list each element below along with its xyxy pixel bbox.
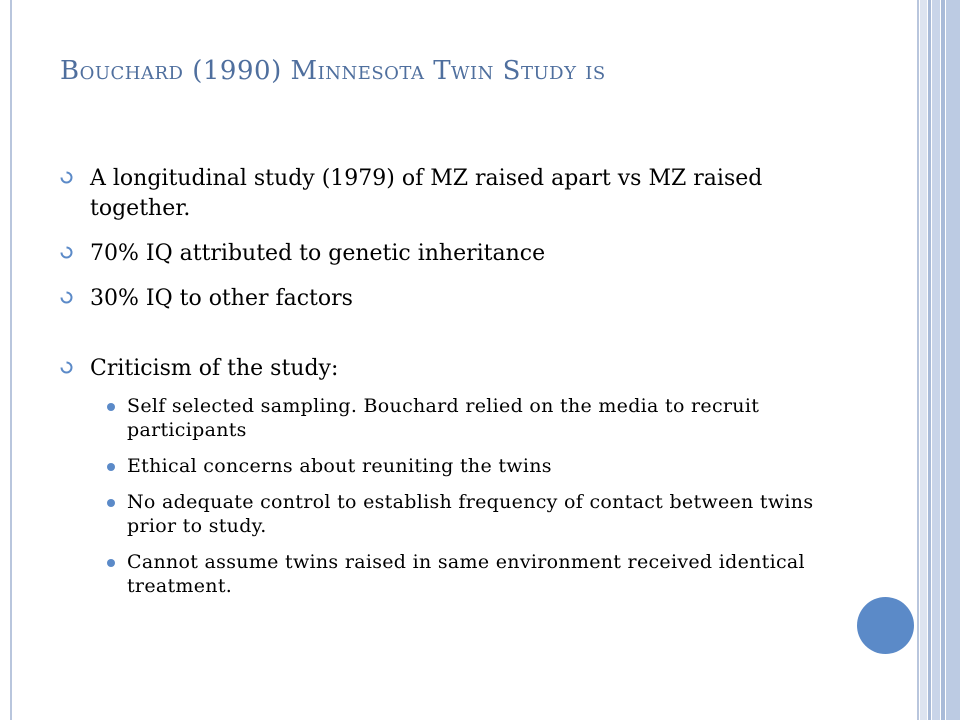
bullet-item xyxy=(60,164,850,224)
spacer xyxy=(60,329,850,354)
bullet-text: A longitudinal study (1979) of MZ raised apart vs MZ raised together. xyxy=(90,166,763,221)
hollow-circle-arc-icon xyxy=(60,246,73,259)
hollow-circle-arc-icon xyxy=(60,171,73,184)
slide-body xyxy=(60,164,850,610)
bullet-text: Criticism of the study: xyxy=(90,356,339,381)
decor-stripe xyxy=(920,0,927,720)
filled-dot-icon xyxy=(107,463,115,471)
decor-stripe xyxy=(928,0,931,720)
criticism-item xyxy=(60,550,850,598)
criticism-list xyxy=(60,394,850,598)
filled-dot-icon xyxy=(107,499,115,507)
frame-left-border xyxy=(10,0,12,720)
bullet-item xyxy=(60,354,850,384)
criticism-item xyxy=(60,454,850,478)
criticism-text: Self selected sampling. Bouchard relied on the media to recruit participants xyxy=(127,395,760,441)
decor-stripe xyxy=(932,0,940,720)
criticism-text: No adequate control to establish frequency of contact between twins prior to study. xyxy=(127,491,814,537)
hollow-circle-arc-icon xyxy=(60,291,73,304)
decor-stripe xyxy=(946,0,960,720)
bullet-text: 70% IQ attributed to genetic inheritance xyxy=(90,241,546,266)
criticism-text: Cannot assume twins raised in same environment received identical treatment. xyxy=(127,551,805,597)
frame-right-border xyxy=(917,0,919,720)
decor-stripe xyxy=(941,0,945,720)
filled-dot-icon xyxy=(107,559,115,567)
filled-dot-icon xyxy=(107,403,115,411)
bullet-text: 30% IQ to other factors xyxy=(90,286,353,311)
decor-circle xyxy=(857,597,914,654)
criticism-item xyxy=(60,394,850,442)
bullet-item xyxy=(60,239,850,269)
criticism-item xyxy=(60,490,850,538)
slide-title: Bouchard (1990) Minnesota Twin Study is xyxy=(60,56,606,86)
bullet-item xyxy=(60,284,850,314)
criticism-text: Ethical concerns about reuniting the twins xyxy=(127,455,552,477)
hollow-circle-arc-icon xyxy=(60,361,73,374)
